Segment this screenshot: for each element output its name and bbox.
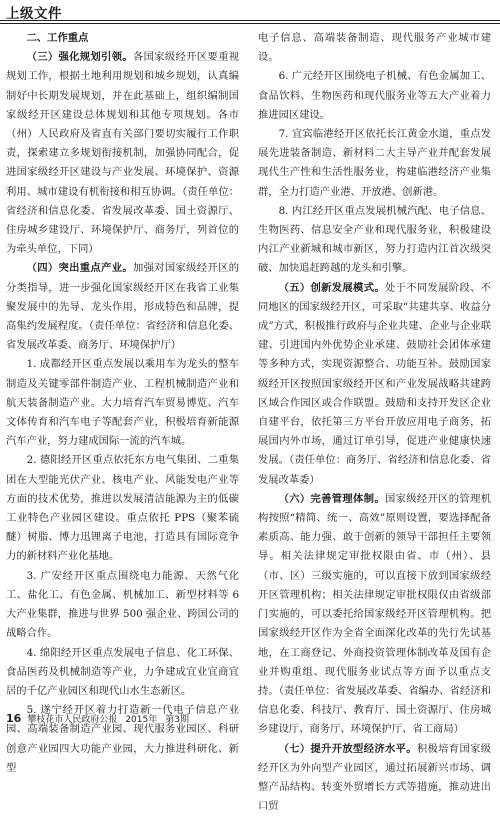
paragraph-planning-body: 各国家级经开区要重视规划工作，根据土地利用规划和城乡规划，认真编制好中长期发展规划，并在此基础上，组织编制国家级经开区建设总体规划和其他专项规划。各市（州）人民政府及省直有关部门要切实履行工作职责，探索建立多规划衔接机制，加强协同配合，促进国家级经开区建设与产业发展、环境保护、资源利用、城市建设有机衔接和相互协调。（责任单位：省经济和信息化委、省发展改革委、国土资源厅、住房城乡建设厅、环境保护厅、商务厅，列首位的为牵头单位，下同） xyxy=(6,51,240,256)
publication-name: 攀枝花市人民政府公报 xyxy=(27,715,118,725)
publication-year: 2015年 xyxy=(125,715,158,725)
subheading-key-industries: （四）突出重点产业。 xyxy=(26,262,133,275)
paragraph-innovation-body: 处于不同发展阶段、不同地区的国家级经开区，可采取“共建共享、收益分成”方式，积极推行政府与企业共建、企业与企业联建、引进国内外优势企业承建、鼓励社会团体承建等多种方式，实现资源整合、功能互补。鼓励国家级经开区按照国家级经开区和产业发展战略共建跨区域合作园区或合作联盟。鼓励和支持开发区企业自建平台，依托第三方平台开放应用电子商务，拓展国内外市场，通过订单引导，促进产业健康快速发展。（责任单位：商务厅、省经济和信息化委、省发展改革委） xyxy=(258,281,492,486)
header-rule-thin xyxy=(0,23,500,24)
subheading-innovation: （五）创新发展模式。 xyxy=(278,281,385,294)
section-heading: 二、工作重点 xyxy=(26,32,89,44)
paragraph-item-yibin: 7. 宜宾临港经开区依托长江黄金水道，重点发展先进装备制造、新材料二大主导产业并配套发展现代生产性和生活性服务业，构建临港经济产业集群，全力打造产业港、开放港、创新港。 xyxy=(258,128,491,198)
paragraph-item-neijiang: 8. 内江经开区重点发展机械汽配、电子信息、生物医药、信息安全产业和现代服务业，积极建设内江产业新城和城市新区，努力打造内江首次级突破、加快追赶跨越的龙头和引擎。 xyxy=(258,204,491,275)
subheading-openness: （七）提升开放型经济水平。 xyxy=(278,742,417,755)
paragraph-item-suining: 5. 遂宁经开区着力打造新一代电子信息产业园、高端装备制造产业园、现代服务业园区、科研创意产业园四大功能产业园，大力推进科研化、新型 xyxy=(6,704,239,774)
paragraph-management-body: 国家级经开区的管理机构按照“精简、统一、高效”原则设置，要选择配备素质高、能力强、敢于创新的领导干部担任主要领导。相关法律规定审批权限由省、市（州）、县（市、区）三级实施的，可以直接下放到国家级经开区管理机构；相关法律规定审批权限仅由省级部门实施的，可以委托给国家级经开区管理机构。把国家级经开区作为全省全面深化改革的先行先试基地，在工商登记、外商投资管理体制改革及国有企业并购重组、现代服务业试点等方面予以重点支持。（责任单位：省发展改革委、省编办、省经济和信息化委、科技厅、教育厅、国土资源厅、住房城乡建设厅、商务厅、环境保护厅、省工商局） xyxy=(258,492,492,736)
paragraph-key-industries-body: 加强对国家级经开区的分类指导，进一步强化国家级经开区在我省工业集聚发展中的先导、龙头作用，形成特色和品牌，提高集约发展程度。（责任单位：省经济和信息化委、省发展改革委、商务厅、环境保护厅） xyxy=(6,262,240,352)
paragraph-management xyxy=(258,490,491,740)
section-header-label: 上级文件 xyxy=(6,6,62,22)
paragraph-item-chengdu: 1. 成都经开区重点发展以乘用车为龙头的整车制造及关键零部件制造产业、工程机械制造产业和航天装备制造产业。大力培育汽车贸易博览、汽车文体传育和汽车电子等配套产业，积极培育新能源汽车产业，努力建成国际一流的汽车城。 xyxy=(6,358,239,448)
right-text-column xyxy=(258,29,491,816)
page-number: 16 xyxy=(6,712,22,725)
paragraph-item-mianyang: 4. 绵阳经开区重点发展电子信息、化工环保、食品医药及机械制造等产业，力争建成宜业宜商宜居的千亿产业园区和现代山水生态新区。 xyxy=(6,646,239,697)
paragraph-key-industries xyxy=(6,259,239,355)
paragraph-continued: 电子信息、高端装备制造、现代服务产业城市建设。 xyxy=(258,32,491,64)
subheading-planning: （三）强化规划引领。 xyxy=(26,51,133,64)
paragraph-planning xyxy=(6,48,239,259)
paragraph-item-guangan: 3. 广安经开区重点围绕电力能源、天然气化工、盐化工、有色金属、机械加工、新型材料等 6 大产业集群，推进与世界 500 强企业、跨国公司的战略合作。 xyxy=(6,569,239,640)
subheading-management: （六）完善管理体制。 xyxy=(278,492,385,505)
left-text-column xyxy=(6,29,239,778)
paragraph-openness-body: 积极培育国家级经开区为外向型产业园区，通过拓展新兴市场、调整产品结构、转变外贸增长方式等措施，推动进出口贸 xyxy=(258,742,492,813)
header-rule-thick xyxy=(0,20,500,21)
paragraph-openness xyxy=(258,740,491,816)
paragraph-item-guangyuan: 6. 广元经开区围绕电子机械、有色金属加工、食品饮料、生物医药和现代服务业等五大产业着力推进园区建设。 xyxy=(258,70,491,121)
paragraph-item-deyang: 2. 德阳经开区重点依托东方电气集团、二重集团在大型能光伏产业、核电产业、风能发电产业等方面的技术优势，推进以发展清洁能源为主的低碳工业特色产业园区建设。重点依托 PPS（聚苯硫醚）树脂、博力迅锂离子电池，打造具有国际竞争力的新材料产业化基地。 xyxy=(6,454,239,563)
publication-issue: 第3期 xyxy=(165,715,189,725)
page-footer xyxy=(6,712,197,725)
paragraph-innovation xyxy=(258,279,491,490)
